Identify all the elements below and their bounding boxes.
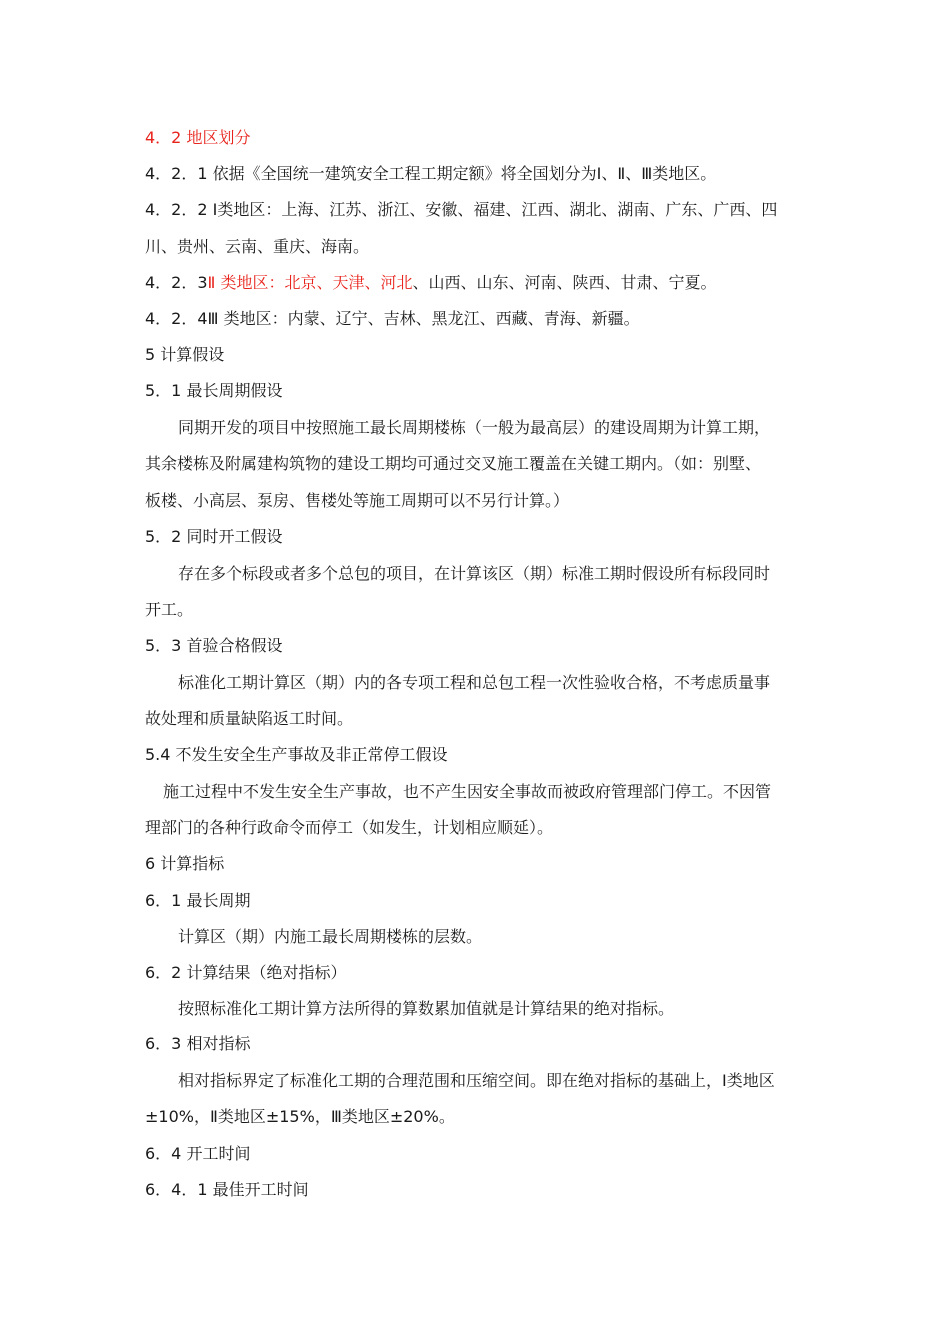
section-heading-5-2: 5．2 同时开工假设 — [145, 527, 283, 546]
paragraph-4-2-3-rest: 、山西、山东、河南、陕西、甘肃、宁夏。 — [412, 273, 717, 292]
paragraph-6-1-line1: 计算区（期）内施工最长周期楼栋的层数。 — [178, 927, 483, 946]
section-heading-5-3: 5．3 首验合格假设 — [145, 636, 283, 655]
section-heading-6-1: 6．1 最长周期 — [145, 891, 251, 910]
section-heading-6: 6 计算指标 — [145, 854, 225, 873]
paragraph-6-3-line2: ±10%，Ⅱ类地区±15%，Ⅲ类地区±20%。 — [145, 1107, 455, 1126]
paragraph-5-4-line1: 施工过程中不发生安全生产事故，也不产生因安全事故而被政府管理部门停工。不因管 — [163, 782, 772, 801]
section-heading-5: 5 计算假设 — [145, 345, 225, 364]
paragraph-4-2-4: 4．2．4Ⅲ 类地区：内蒙、辽宁、吉林、黑龙江、西藏、青海、新疆。 — [145, 309, 640, 328]
paragraph-5-1-line3: 板楼、小高层、泵房、售楼处等施工周期可以不另行计算。） — [145, 491, 570, 510]
paragraph-5-3-line2: 故处理和质量缺陷返工时间。 — [145, 709, 354, 728]
paragraph-5-1-line2: 其余楼栋及附属建构筑物的建设工期均可通过交叉施工覆盖在关键工期内。（如：别墅、 — [145, 454, 762, 473]
paragraph-5-4-line2: 理部门的各种行政命令而停工（如发生，计划相应顺延）。 — [145, 818, 554, 837]
paragraph-4-2-2-line2: 川、贵州、云南、重庆、海南。 — [145, 237, 370, 256]
section-heading-6-4: 6．4 开工时间 — [145, 1144, 251, 1163]
paragraph-6-3-line1: 相对指标界定了标准化工期的合理范围和压缩空间。即在绝对指标的基础上，Ⅰ类地区 — [178, 1071, 775, 1090]
paragraph-4-2-3-highlight: Ⅱ 类地区：北京、天津、河北 — [207, 273, 413, 292]
section-heading-6-2: 6．2 计算结果（绝对指标） — [145, 963, 347, 982]
paragraph-4-2-2-line1: 4．2．2 Ⅰ类地区：上海、江苏、浙江、安徽、福建、江西、湖北、湖南、广东、广西、四 — [145, 200, 778, 219]
paragraph-5-3-line1: 标准化工期计算区（期）内的各专项工程和总包工程一次性验收合格，不考虑质量事 — [178, 673, 771, 692]
section-heading-6-4-1: 6．4．1 最佳开工时间 — [145, 1180, 309, 1199]
section-heading-6-3: 6．3 相对指标 — [145, 1034, 251, 1053]
paragraph-4-2-3-prefix: 4．2．3 — [145, 273, 208, 292]
section-heading-5-4: 5.4 不发生安全生产事故及非正常停工假设 — [145, 745, 448, 764]
paragraph-6-2-line1: 按照标准化工期计算方法所得的算数累加值就是计算结果的绝对指标。 — [178, 999, 675, 1018]
paragraph-5-1-line1: 同期开发的项目中按照施工最长周期楼栋（一般为最高层）的建设周期为计算工期， — [178, 418, 771, 437]
paragraph-5-2-line2: 开工。 — [145, 600, 194, 619]
section-heading-4-2: 4．2 地区划分 — [145, 128, 251, 147]
paragraph-4-2-3 — [145, 272, 815, 294]
paragraph-4-2-1: 4．2．1 依据《全国统一建筑安全工程工期定额》将全国划分为Ⅰ、Ⅱ、Ⅲ类地区。 — [145, 164, 717, 183]
section-heading-5-1: 5．1 最长周期假设 — [145, 381, 283, 400]
paragraph-5-2-line1: 存在多个标段或者多个总包的项目，在计算该区（期）标准工期时假设所有标段同时 — [178, 564, 771, 583]
